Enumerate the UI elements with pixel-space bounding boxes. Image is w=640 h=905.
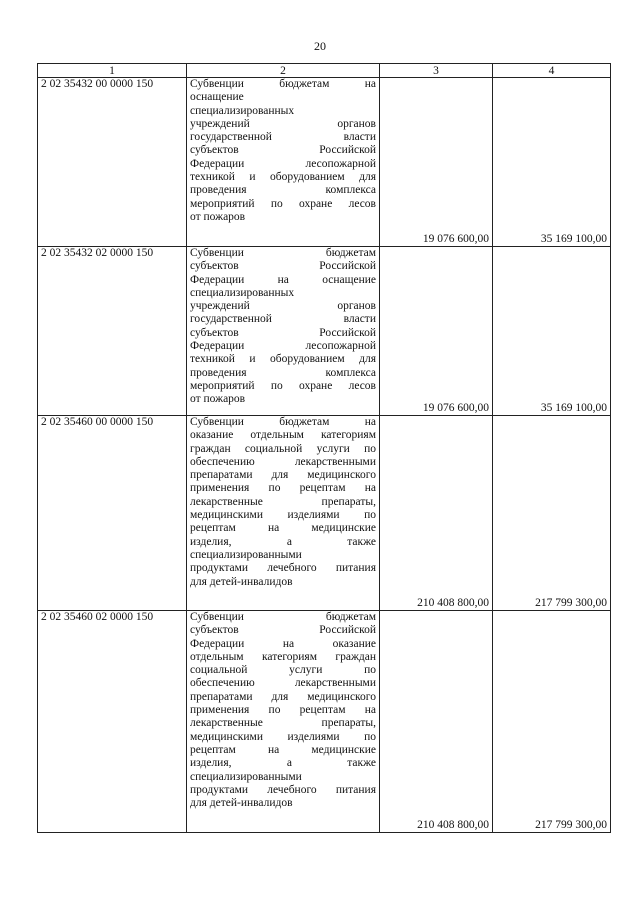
description-line: применения по рецептам на	[190, 482, 376, 495]
description-line: применения по рецептам на	[190, 704, 376, 717]
description-line: техникой и оборудованием для	[190, 353, 376, 366]
description-line: социальной услуги по	[190, 664, 376, 677]
description-line: рецептам на медицинские	[190, 743, 376, 756]
description-line: проведения комплекса	[190, 366, 376, 379]
description-line: государственной власти	[190, 313, 376, 326]
header-row	[38, 64, 611, 78]
description-line: специализированных	[190, 104, 295, 117]
description-line: Субвенции бюджетам на	[190, 416, 376, 428]
description-line: Субвенции бюджетам	[190, 247, 376, 259]
description-cell	[187, 247, 380, 416]
description-line: препаратами для медицинского	[190, 469, 376, 482]
description-line: техникой и оборудованием для	[190, 171, 376, 184]
description-line: от пожаров	[190, 210, 246, 223]
table-row	[38, 416, 611, 611]
description-line: специализированными	[190, 770, 302, 783]
amount-column-3-cell: 19 076 600,00	[380, 247, 493, 416]
description-line: учреждений органов	[190, 117, 376, 130]
column-header-1: 1	[38, 64, 187, 78]
description-line: граждан социальной услуги по	[190, 442, 376, 455]
amount-column-4-cell: 217 799 300,00	[493, 416, 611, 611]
description-line: для детей-инвалидов	[190, 797, 293, 810]
column-header-3: 3	[380, 64, 493, 78]
description-line: субъектов Российской	[190, 624, 376, 637]
description-line: государственной власти	[190, 131, 376, 144]
amount-column-3-cell: 19 076 600,00	[380, 78, 493, 247]
description-line: субъектов Российской	[190, 144, 376, 157]
description-line: продуктами лечебного питания	[190, 562, 376, 575]
description-line: отдельным категориям граждан	[190, 650, 376, 663]
table-row	[38, 611, 611, 833]
amount-column-4-cell: 217 799 300,00	[493, 611, 611, 833]
table-row	[38, 78, 611, 247]
column-header-2: 2	[187, 64, 380, 78]
description-line: Федерации лесопожарной	[190, 340, 376, 353]
description-line: изделия, а также	[190, 757, 376, 770]
description-line: лекарственные препараты,	[190, 495, 376, 508]
description-line: медицинскими изделиями по	[190, 509, 376, 522]
description-line: специализированными	[190, 548, 302, 561]
description-line: продуктами лечебного питания	[190, 783, 376, 796]
description-line: изделия, а также	[190, 535, 376, 548]
budget-code-cell: 2 02 35432 02 0000 150	[38, 247, 187, 416]
description-line: субъектов Российской	[190, 260, 376, 273]
description-line: субъектов Российской	[190, 326, 376, 339]
description-line: лекарственные препараты,	[190, 717, 376, 730]
description-line: от пожаров	[190, 393, 246, 406]
description-line: оснащение	[190, 91, 244, 104]
description-cell	[187, 416, 380, 611]
description-line: мероприятий по охране лесов	[190, 379, 376, 392]
page-number: 20	[314, 39, 326, 53]
description-line: учреждений органов	[190, 300, 376, 313]
budget-code-cell: 2 02 35460 02 0000 150	[38, 611, 187, 833]
description-line: Субвенции бюджетам	[190, 611, 376, 623]
column-header-4: 4	[493, 64, 611, 78]
description-line: рецептам на медицинские	[190, 522, 376, 535]
description-line: мероприятий по охране лесов	[190, 197, 376, 210]
budget-code-cell: 2 02 35460 00 0000 150	[38, 416, 187, 611]
description-line: обеспечению лекарственными	[190, 677, 376, 690]
description-line: обеспечению лекарственными	[190, 455, 376, 468]
description-line: медицинскими изделиями по	[190, 730, 376, 743]
amount-column-3-cell: 210 408 800,00	[380, 416, 493, 611]
description-line: проведения комплекса	[190, 184, 376, 197]
description-line: для детей-инвалидов	[190, 575, 293, 588]
description-cell	[187, 611, 380, 833]
description-line: Федерации на оснащение	[190, 273, 376, 286]
description-line: Федерации на оказание	[190, 637, 376, 650]
amount-column-3-cell: 210 408 800,00	[380, 611, 493, 833]
description-cell	[187, 78, 380, 247]
amount-column-4-cell: 35 169 100,00	[493, 247, 611, 416]
description-line: специализированных	[190, 286, 295, 299]
description-line: препаратами для медицинского	[190, 690, 376, 703]
budget-table	[37, 63, 611, 833]
description-line: оказание отдельным категориям	[190, 429, 376, 442]
description-line: Субвенции бюджетам на	[190, 78, 376, 90]
amount-column-4-cell: 35 169 100,00	[493, 78, 611, 247]
description-line: Федерации лесопожарной	[190, 157, 376, 170]
table-row	[38, 247, 611, 416]
budget-code-cell: 2 02 35432 00 0000 150	[38, 78, 187, 247]
